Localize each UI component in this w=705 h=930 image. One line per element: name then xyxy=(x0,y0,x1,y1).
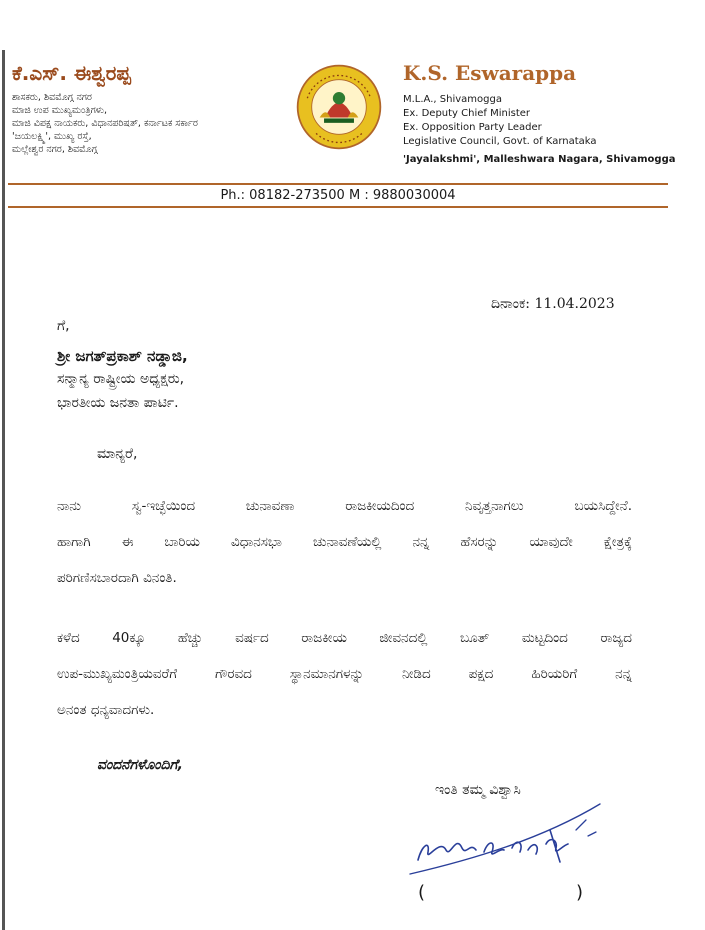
karnataka-legislature-emblem-icon xyxy=(295,63,383,151)
letterhead-english-block xyxy=(403,61,676,167)
letter-to: ಗೆ, xyxy=(57,318,70,334)
yours-faithfully: ಇಂತಿ ತಮ್ಮ ವಿಶ್ವಾಸಿ xyxy=(435,782,521,798)
sender-address-line: ಶಾಸಕರು, ಶಿವಮೊಗ್ಗ ನಗರ xyxy=(12,92,92,103)
paragraph-line: ಹಾಗಾಗಿ ಈ ಬಾರಿಯ ವಿಧಾನಸಭಾ ಚುನಾವಣೆಯಲ್ಲಿ ನನ್ನ ಹೆಸರನ್ನು ಯಾವುದೇ ಕ್ಷೇತ್ರಕ್ಕೆ xyxy=(57,534,632,550)
sender-address-line: 'ಜಯಲಕ್ಷ್ಮಿ', ಮುಖ್ಯ ರಸ್ತೆ, xyxy=(12,131,92,142)
sender-name-english: K.S. Eswarappa xyxy=(403,61,577,85)
recipient-party: ಭಾರತೀಯ ಜನತಾ ಪಾರ್ಟಿ. xyxy=(57,395,179,411)
paragraph-retirement xyxy=(57,488,632,596)
letterhead-rule-top xyxy=(8,183,668,185)
sender-address-line: ಮಾಜಿ ಉಪ ಮುಖ್ಯಮಂತ್ರಿಗಳು, xyxy=(12,105,107,116)
paragraph-line: ಉಪ-ಮುಖ್ಯಮಂತ್ರಿಯವರೆಗೆ ಗೌರವದ ಸ್ಥಾನಮಾನಗಳನ್ನು ನೀಡಿದ ಪಕ್ಷದ ಹಿರಿಯರಿಗೆ ನನ್ನ xyxy=(57,666,632,682)
sender-title-line: Legislative Council, Govt. of Karnataka xyxy=(403,136,597,147)
sender-name-kannada: ಕೆ.ಎಸ್. ಈಶ್ವರಪ್ಪ xyxy=(12,61,131,85)
closing: ವಂದನೆಗಳೊಂದಿಗೆ, xyxy=(97,757,183,773)
sender-address-english: 'Jayalakshmi', Malleshwara Nagara, Shivamogga xyxy=(403,154,676,165)
sender-title-line: Ex. Opposition Party Leader xyxy=(403,122,542,133)
handwritten-signature-icon xyxy=(400,790,610,880)
sender-title-line: M.L.A., Shivamogga xyxy=(403,94,502,105)
letterhead-kannada-block xyxy=(12,61,297,156)
letter-date: ದಿನಾಂಕ: 11.04.2023 xyxy=(491,296,615,312)
paragraph-line: ನಾನು ಸ್ವ-ಇಚ್ಛೆಯಿಂದ ಚುನಾವಣಾ ರಾಜಕೀಯದಿಂದ ನಿವೃತ್ತನಾಗಲು ಬಯಸಿದ್ದೇನೆ. xyxy=(57,498,632,514)
salutation: ಮಾನ್ಯರೆ, xyxy=(97,446,138,462)
paragraph-line: ಪರಿಗಣಿಸಬಾರದಾಗಿ ವಿನಂತಿ. xyxy=(57,570,177,586)
paragraph-line: ಕಳೆದ 40ಕ್ಕೂ ಹೆಚ್ಚು ವರ್ಷದ ರಾಜಕೀಯ ಜೀವನದಲ್ಲಿ ಬೂತ್ ಮಟ್ಟದಿಂದ ರಾಜ್ಯದ xyxy=(57,630,632,646)
sender-address-line: ಮಾಜಿ ವಿಪಕ್ಷ ನಾಯಕರು, ವಿಧಾನಪರಿಷತ್, ಕರ್ನಾಟಕ ಸರ್ಕಾರ xyxy=(12,118,198,129)
paragraph-line: ಅನಂತ ಧನ್ಯವಾದಗಳು. xyxy=(57,702,155,718)
signature-name-open-paren: ( xyxy=(418,882,426,903)
letterhead xyxy=(8,55,676,210)
sender-address-line: ಮಲ್ಲೇಶ್ವರ ನಗರ, ಶಿವಮೊಗ್ಗ xyxy=(12,144,98,155)
sender-title-line: Ex. Deputy Chief Minister xyxy=(403,108,531,119)
page-left-border xyxy=(2,50,5,930)
recipient-name: ಶ್ರೀ ಜಗತ್‌ಪ್ರಕಾಶ್ ನಡ್ಡಾಜಿ, xyxy=(57,347,188,365)
signature-name-close-paren: ) xyxy=(576,882,584,903)
recipient-title: ಸನ್ಮಾನ್ಯ ರಾಷ್ಟ್ರೀಯ ಅಧ್ಯಕ್ಷರು, xyxy=(57,371,185,387)
paragraph-gratitude xyxy=(57,620,632,728)
sender-phone: Ph.: 08182-273500 M : 9880030004 xyxy=(220,188,456,203)
letterhead-rule-bottom xyxy=(8,206,668,208)
